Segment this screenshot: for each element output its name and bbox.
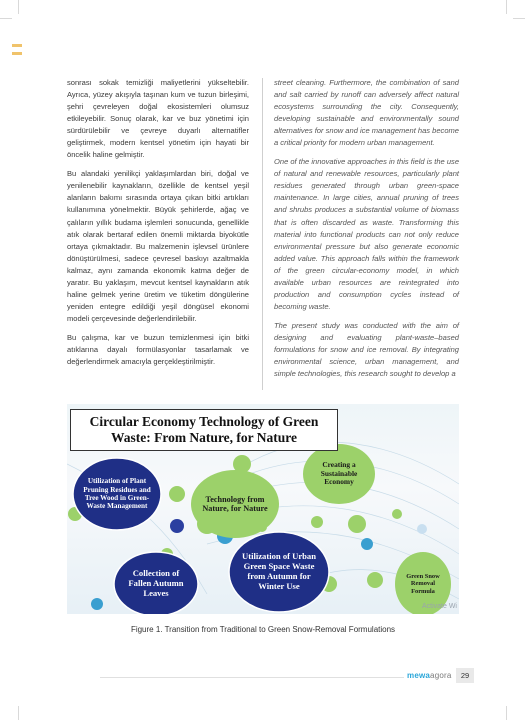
column-divider: [262, 78, 263, 390]
section-tab-mark: [12, 52, 22, 55]
body-paragraph: street cleaning. Furthermore, the combination of sand and salt carried by runoff can adversely affect natural ecosystems surrounding the city. Consequently, developing sustainable and environmentally sound alternatives for snow and ice management has become a critical priority for modern urban management.: [274, 78, 460, 148]
bubble-pruning-label: Utilization of Plant Pruning Residues and Tree Wood in Green-Waste Management: [83, 477, 151, 511]
body-paragraph: sonrası sokak temizliği maliyetlerini yükseltebilir. Ayrıca, yüzey akışıyla taşınan kum ve tuzun birleşimi, şehri çevreleyen doğal ekosistemleri olumsuz etkileyebilir. Sonuç olarak, kar ve buz yönetimi için sürdürülebilir ve çevreye duyarlı alternatifler geliştirmek, modern kentsel yönetim için hayati bir öncelik haline gelmiştir.: [67, 78, 249, 160]
brand-part: agora: [430, 671, 452, 680]
brand-logo: [404, 671, 455, 680]
crop-mark: [513, 18, 525, 19]
figure-title-line: Circular Economy Technology of Green: [89, 414, 319, 429]
bubble-technology-label: Technology from Nature, for Nature: [202, 494, 268, 513]
bubble-leaves-label: Collection of Fallen Autumn Leaves: [128, 568, 184, 598]
bubble-economy-label: Creating a Sustainable Economy: [320, 460, 358, 487]
page-footer: [0, 668, 525, 688]
body-paragraph: Bu çalışma, kar ve buzun temizlenmesi için bitki atıklarına dayalı formülasyonlar tasarlamak ve değerlendirmek amacıyla gerçekleştirilmiştir.: [67, 332, 249, 367]
figure-title-line: Waste: From Nature, for Nature: [110, 430, 298, 445]
crop-mark: [506, 706, 507, 720]
crop-mark: [506, 0, 507, 14]
body-paragraph: The present study was conducted with the aim of designing and evaluating plant-waste–based formulations for snow and ice removal. By integrating environmental science, urban management, and simple technologies, this research sought to develop a: [274, 320, 459, 379]
figure-title-box: [70, 409, 338, 451]
section-tab-mark: [12, 44, 22, 47]
bubble-formula-label: Green Snow Removal Formula: [406, 572, 440, 595]
body-paragraph: One of the innovative approaches in this field is the use of natural and renewable resources, particularly plant residues generated through urban green-space maintenance. In large cities, annual pruning of trees and shrubs produces a substantial volume of biomass that is often discarded as waste. Transforming this material into functional products can not only reduce environmental pressure but also generate economic added value. This approach falls within the framework of the green circular-economy model, in which available urban resources are reintegrated into production and consumption cycles instead of becoming waste.: [274, 157, 460, 311]
footer-rule: [100, 677, 450, 678]
turkish-text-column: [67, 77, 249, 375]
figure-caption: Figure 1. Transition from Traditional to Green Snow-Removal Formulations: [130, 625, 396, 634]
bubble-urban-label: Utilization of Urban Green Space Waste from Autumn for Winter Use: [242, 551, 316, 591]
brand-part: mewa: [407, 671, 431, 680]
english-text-column: [274, 77, 459, 387]
figure-watermark: Activate Wi: [421, 603, 457, 610]
page-number: 29: [456, 668, 474, 683]
body-paragraph: Bu alandaki yenilikçi yaklaşımlardan biri, doğal ve yenilenebilir kaynakların, özellikle de kentsel yeşil alanların bakımı sırasında ortaya çıkan bitki artıkları kullanımına yönelmektir. Büyük şehirlerde, ağaç ve çalıların yıllık budama işlemleri sonucunda, genellikle atık olarak bertaraf edilen önemli miktarda biyokütle ortaya çıkmaktadır. Bu malzemenin işlevsel ürünlere dönüştürülmesi, sadece çevresel baskıyı azaltmakla kalmaz, aynı zamanda ekonomik katma değer de yaratır. Bu yaklaşım, mevcut kentsel kaynakların atık haline gelmek yerine üretim ve tüketim döngülerine yeniden entegre edildiği yeşil döngüsel ekonomi modeli çerçevesinde değerlendirilebilir.: [67, 169, 249, 323]
crop-mark: [0, 18, 12, 19]
crop-mark: [18, 0, 19, 14]
circular-economy-figure: [67, 404, 459, 614]
crop-mark: [18, 706, 19, 720]
